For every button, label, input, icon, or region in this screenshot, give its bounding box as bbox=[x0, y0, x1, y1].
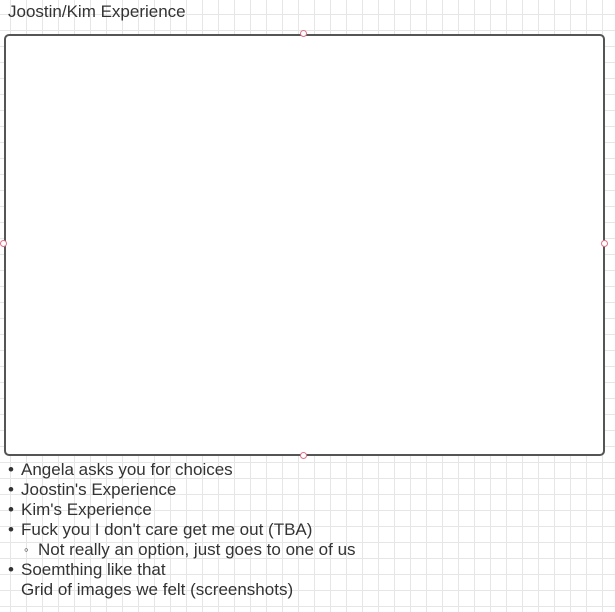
frame-resize-handle-top[interactable] bbox=[300, 30, 307, 37]
note-sub-item bbox=[8, 540, 356, 560]
note-item bbox=[8, 460, 356, 480]
note-item-text: Angela asks you for choices bbox=[21, 460, 233, 479]
note-item bbox=[8, 480, 356, 500]
empty-frame[interactable] bbox=[4, 34, 605, 456]
note-item-text: Joostin's Experience bbox=[21, 480, 177, 499]
bullet-icon: • bbox=[8, 500, 14, 519]
note-item bbox=[8, 560, 356, 580]
bullet-icon: • bbox=[8, 520, 14, 539]
note-item-text: Fuck you I don't care get me out (TBA) bbox=[21, 520, 313, 539]
notes-text-block[interactable] bbox=[8, 460, 356, 600]
frame-resize-handle-bottom[interactable] bbox=[300, 452, 307, 459]
note-item bbox=[8, 520, 356, 540]
bullet-icon: • bbox=[8, 560, 14, 579]
frame-resize-handle-left[interactable] bbox=[0, 240, 7, 247]
frame-resize-handle-right[interactable] bbox=[601, 240, 608, 247]
note-item-text: Soemthing like that bbox=[21, 560, 166, 579]
note-continuation-text: Grid of images we felt (screenshots) bbox=[21, 580, 294, 599]
note-sub-item-text: Not really an option, just goes to one of us bbox=[38, 540, 356, 559]
frame-title[interactable]: Joostin/Kim Experience bbox=[8, 2, 186, 21]
note-item bbox=[8, 500, 356, 520]
bullet-icon: • bbox=[8, 460, 14, 479]
sub-bullet-icon: ◦ bbox=[24, 542, 29, 557]
bullet-icon: • bbox=[8, 480, 14, 499]
note-item-continuation bbox=[8, 580, 356, 600]
note-item-text: Kim's Experience bbox=[21, 500, 152, 519]
